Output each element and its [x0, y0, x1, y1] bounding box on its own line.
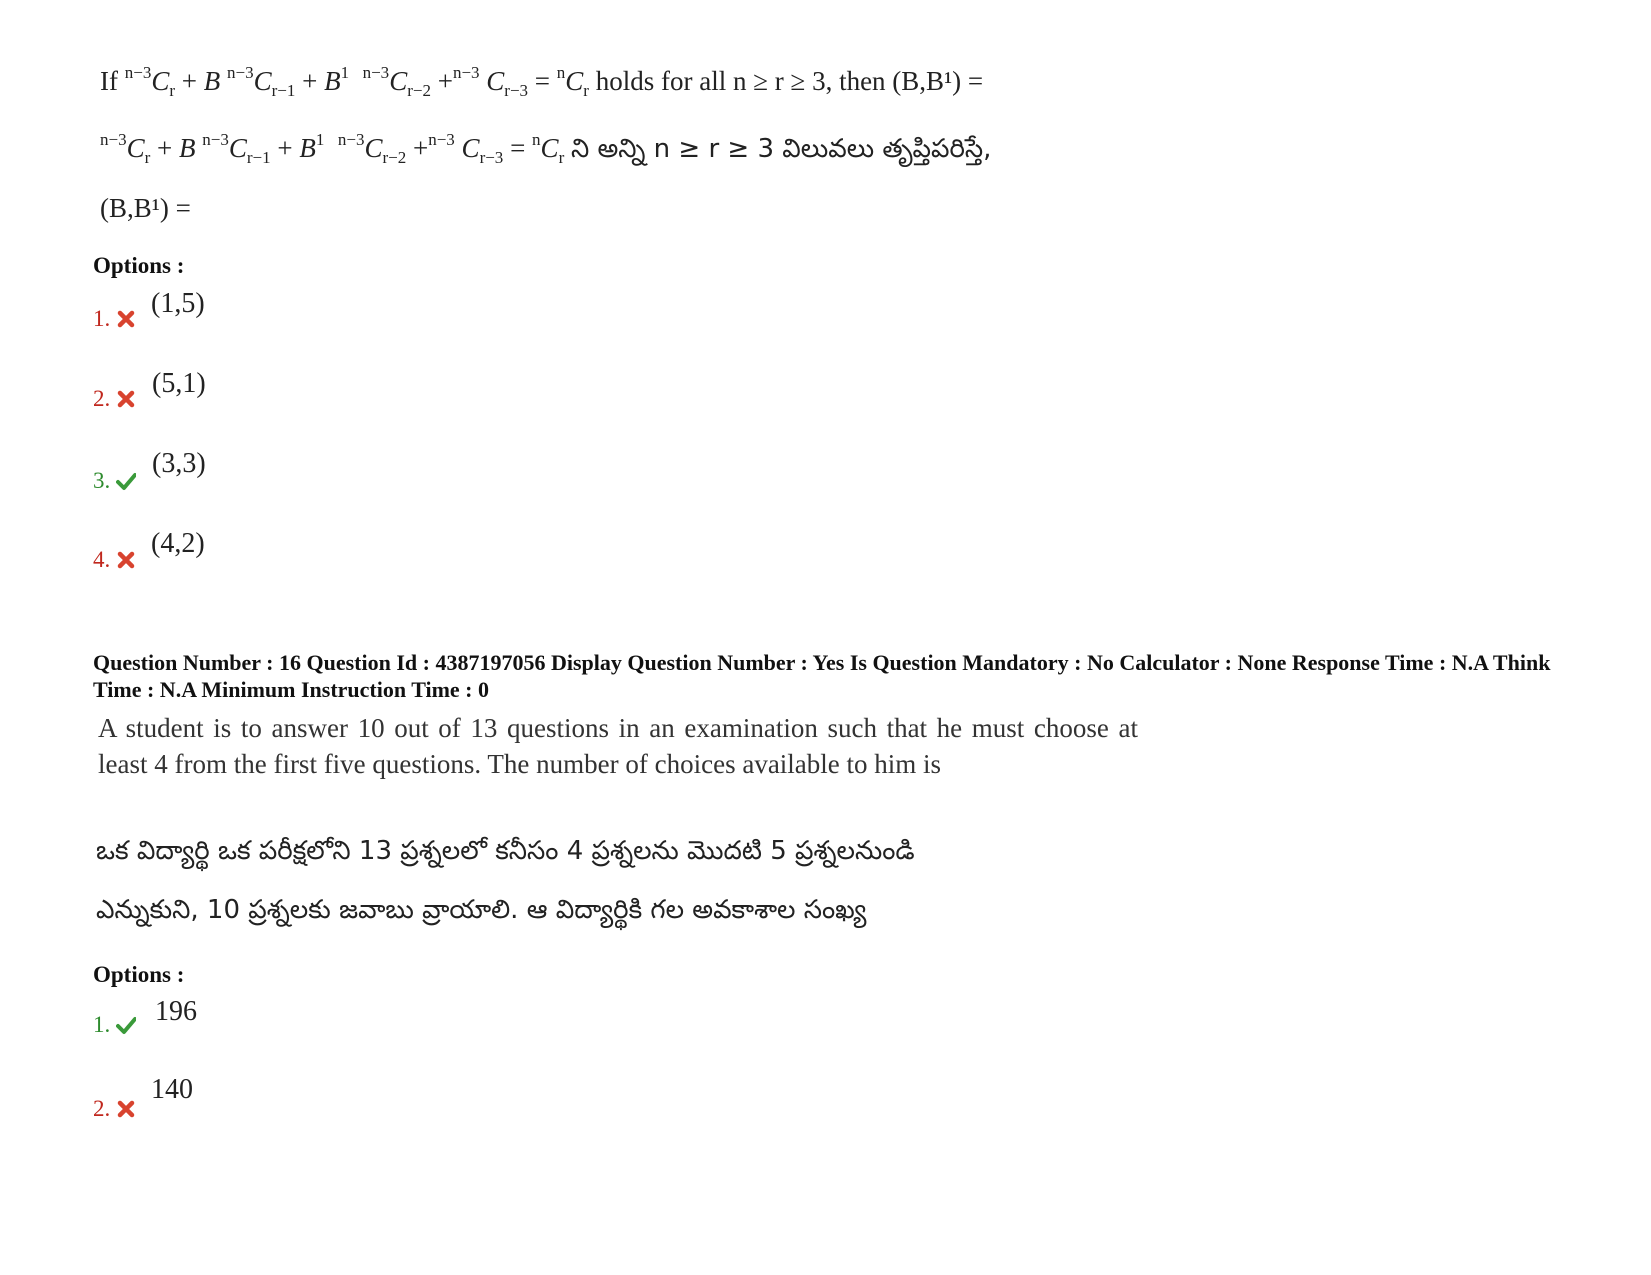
cross-icon — [116, 550, 136, 570]
option-number: 1. — [93, 1012, 111, 1037]
q15-option-1 — [93, 306, 136, 332]
q16-option-2-value: 140 — [151, 1074, 193, 1105]
q15-option-1-value: (1,5) — [151, 288, 205, 319]
option-number: 2. — [93, 386, 111, 411]
q15-formula-line2: $^{n-3}C_r + B$ $^{n-3}C_{r-1} + B^1$ $^{n-3}C_{r-2} +^{n-3}$ $C_{r-3} = ^nC_r$ ని అన్ని n ≥ r ≥ 3 విలువలు తృప్తిపరిస్తే, — [100, 130, 992, 167]
q15-line1-text: holds for all n ≥ r ≥ 3, then (B,B¹) = — [595, 66, 984, 96]
cross-icon — [116, 389, 136, 409]
q15-formula-line1: If $^{n-3}C_r + B$ $^{n-3}C_{r-1} + B^1$ $^{n-3}C_{r-2} +^{n-3}$ $C_{r-3} = ^nC_r$ holds for all n ≥ r ≥ 3, then (B,B¹) = — [100, 63, 984, 100]
q15-option-4 — [93, 547, 136, 573]
q15-option-2 — [93, 386, 136, 412]
q15-options-label: Options : — [93, 253, 185, 278]
q16-text-te-line1: ఒక విద్యార్థి ఒక పరీక్షలోని 13 ప్రశ్నలలో కనీసం 4 ప్రశ్నలను మొదటి 5 ప్రశ్నలనుండి — [96, 836, 915, 866]
cross-icon — [116, 309, 136, 329]
q15-line2-text: ని అన్ని n ≥ r ≥ 3 విలువలు తృప్తిపరిస్తే, — [570, 134, 992, 164]
q16-options-label: Options : — [93, 962, 185, 987]
q15-option-4-value: (4,2) — [151, 528, 205, 559]
q15-option-3 — [93, 468, 136, 494]
q16-option-1-value: 196 — [155, 996, 197, 1027]
check-icon — [116, 471, 136, 491]
q16-option-1 — [93, 1012, 136, 1038]
option-number: 2. — [93, 1096, 111, 1121]
option-number: 3. — [93, 468, 111, 493]
q15-option-3-value: (3,3) — [152, 448, 206, 479]
q16-option-2 — [93, 1096, 136, 1122]
q16-text-te-line2: ఎన్నుకుని, 10 ప్రశ్నలకు జవాబు వ్రాయాలి. ఆ విద్యార్థికి గల అవకాశాల సంఖ్య — [96, 895, 867, 925]
q16-meta: Question Number : 16 Question Id : 4387197056 Display Question Number : Yes Is Question Mandatory : No Calculator : None Response Time : N.A Think Time : N.A Minimum Instruction Time : 0 — [93, 650, 1551, 702]
q15-option-2-value: (5,1) — [152, 368, 206, 399]
check-icon — [116, 1015, 136, 1035]
q16-text-en: A student is to answer 10 out of 13 questions in an examination such that he must choose at least 4 from the first five questions. The number of choices available to him is — [98, 713, 1138, 779]
q15-line3: (B,B¹) = — [100, 193, 191, 223]
option-number: 4. — [93, 547, 111, 572]
option-number: 1. — [93, 306, 111, 331]
cross-icon — [116, 1099, 136, 1119]
